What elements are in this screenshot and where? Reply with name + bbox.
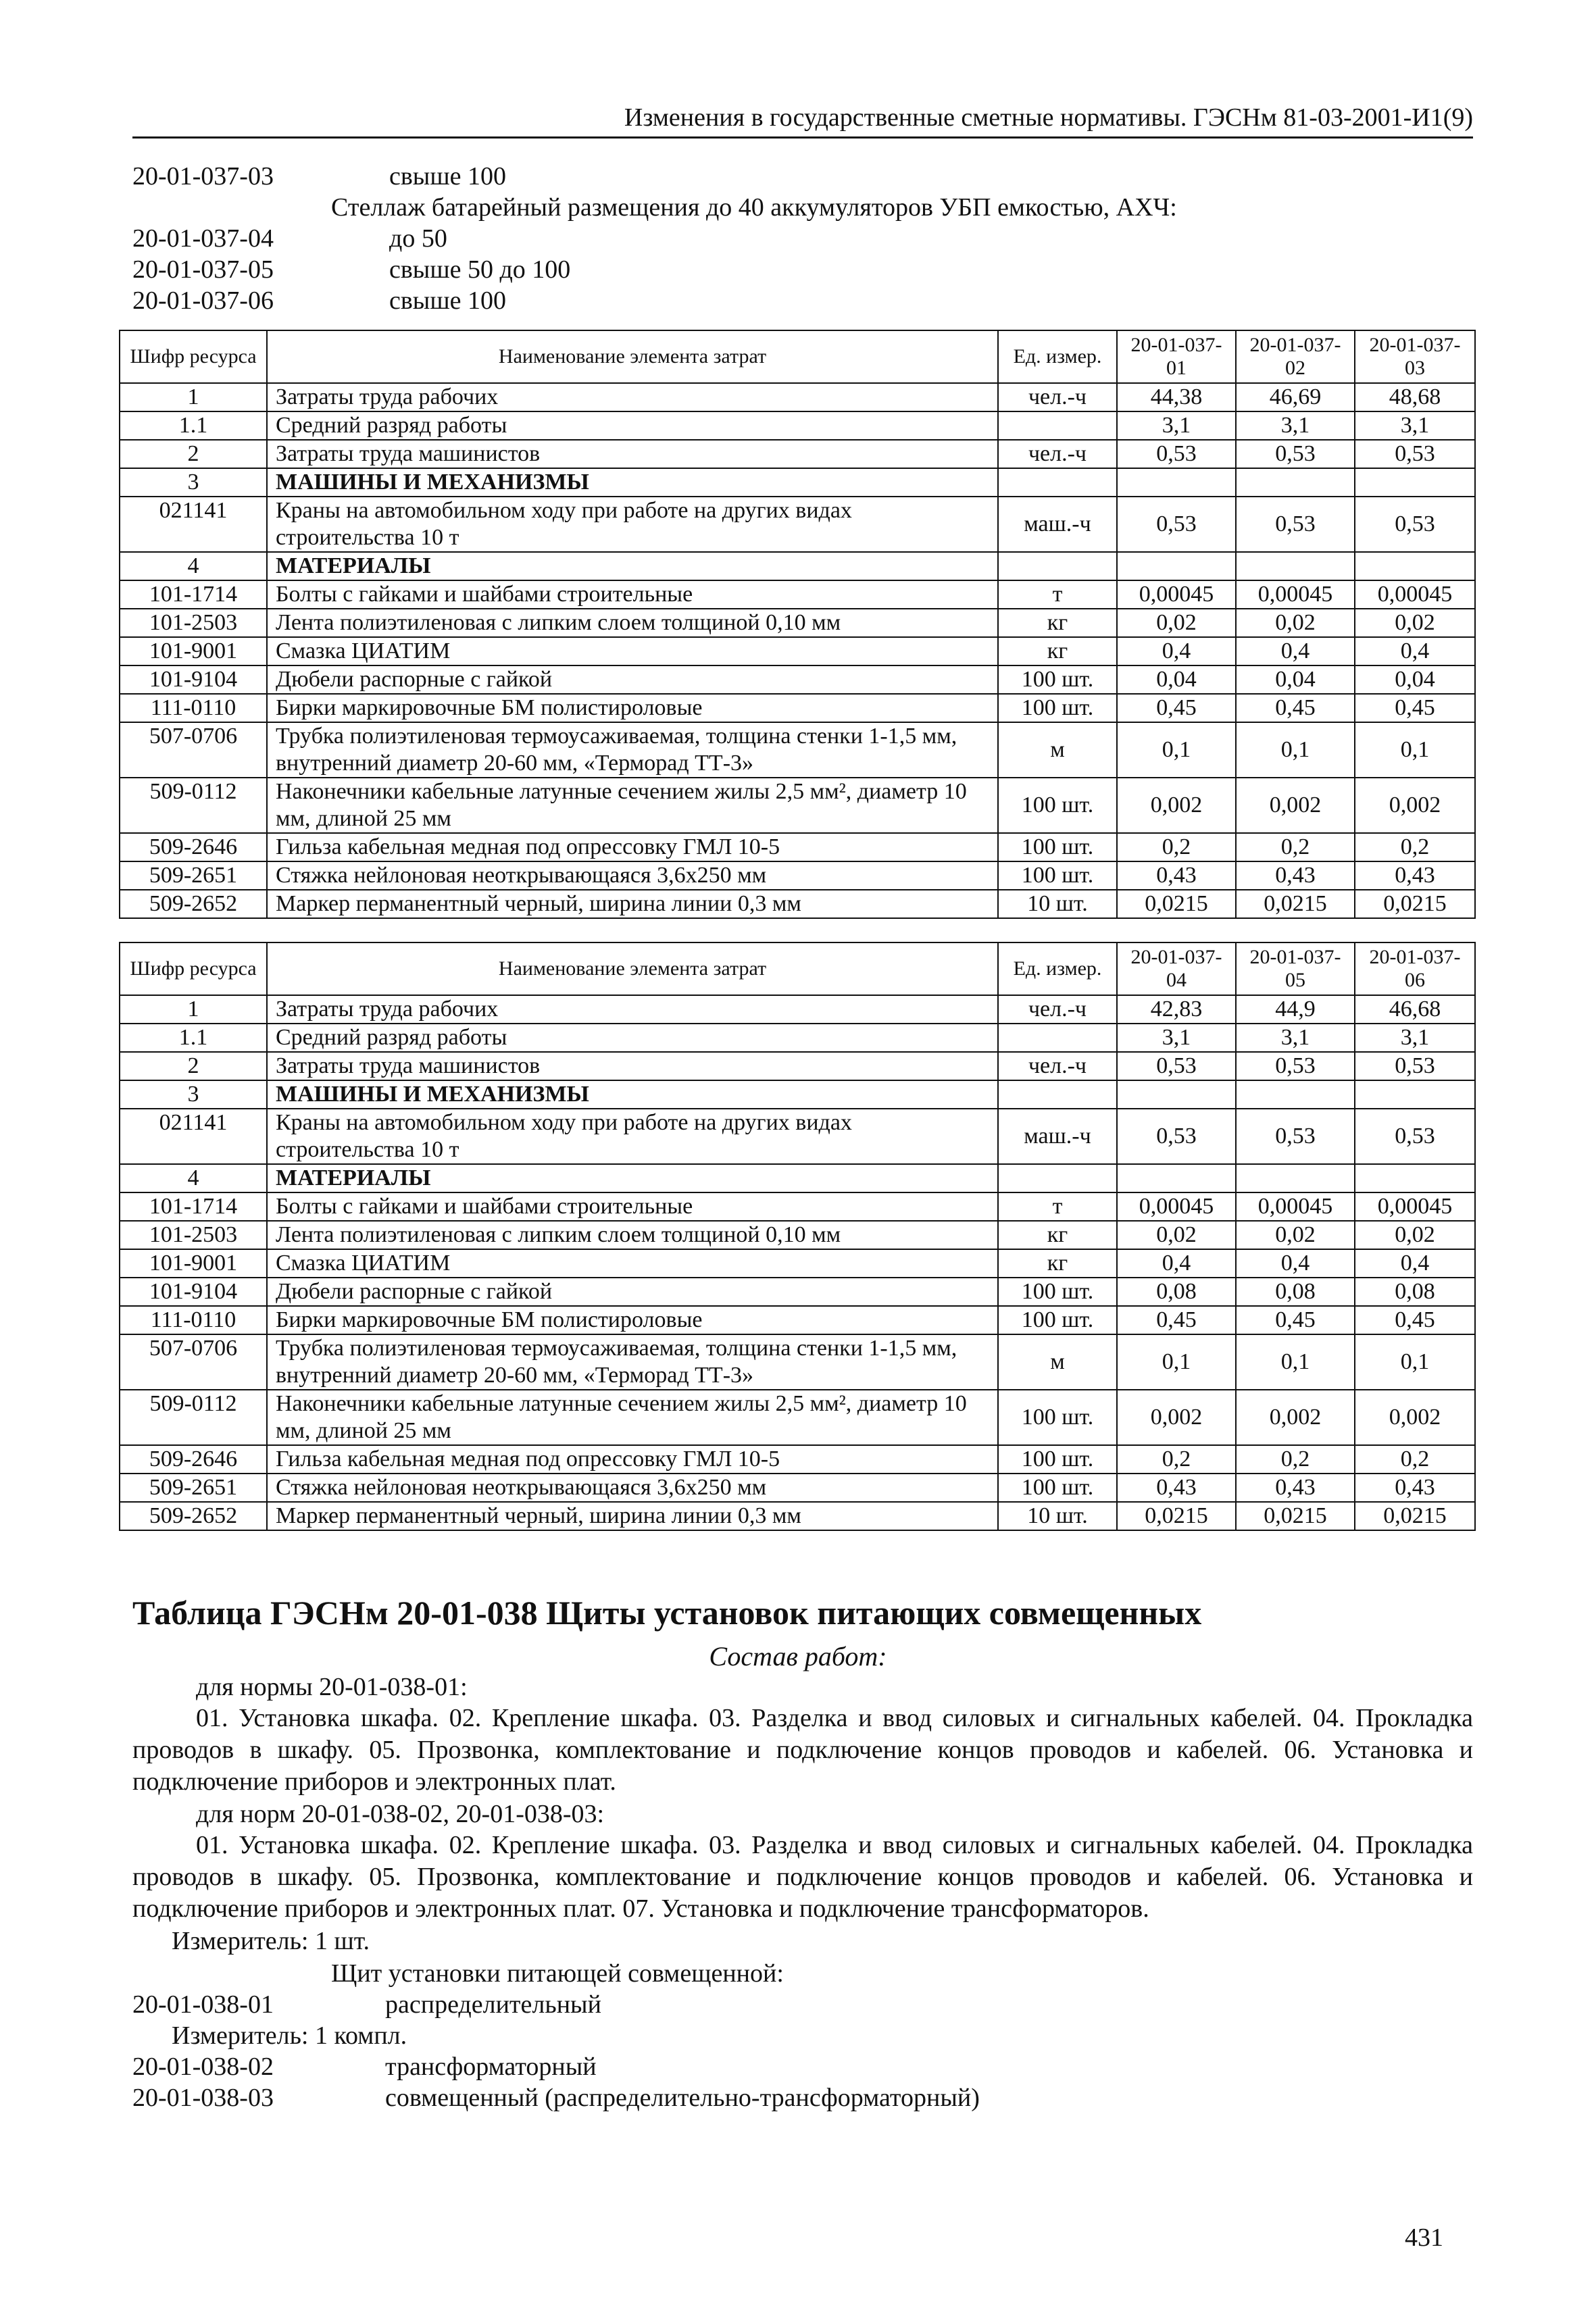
norm-value-1: 0,53: [1117, 1109, 1236, 1164]
col-header-name: Наименование элемента затрат: [267, 330, 998, 383]
cost-element-name: Наконечники кабельные латунные сечением жилы 2,5 мм², диаметр 10 мм, длиной 25 мм: [267, 778, 998, 833]
norm-value-1: 0,53: [1117, 497, 1236, 552]
norm-value-1: 0,53: [1117, 440, 1236, 468]
table-row: [120, 861, 1475, 890]
norm-value-1: 0,2: [1117, 833, 1236, 861]
col-header-norm-1: 20-01-037-04: [1117, 942, 1236, 995]
unit-of-measure: [998, 411, 1117, 440]
norm-value-2: 0,02: [1236, 609, 1355, 637]
norm-value-1: 0,43: [1117, 1474, 1236, 1502]
norm-value-1: 0,02: [1117, 609, 1236, 637]
cost-element-name: МАТЕРИАЛЫ: [267, 1164, 998, 1192]
norm-value-2: 0,45: [1236, 694, 1355, 722]
resource-code: 507-0706: [120, 722, 267, 778]
norm-code-038-02: 20-01-038-02: [132, 2053, 274, 2081]
norm-value-1: 42,83: [1117, 995, 1236, 1024]
norm-value-2: 0,08: [1236, 1278, 1355, 1306]
resource-code: 1.1: [120, 1024, 267, 1052]
norm-label: свыше 100: [389, 286, 506, 315]
norm-value-1: [1117, 468, 1236, 497]
table-row: [120, 1080, 1475, 1109]
norm-value-1: 0,002: [1117, 1390, 1236, 1445]
col-header-code: Шифр ресурса: [120, 942, 267, 995]
cost-element-name: Средний разряд работы: [267, 411, 998, 440]
norm-value-3: 0,2: [1355, 833, 1475, 861]
norm-code-038-01: 20-01-038-01: [132, 1990, 274, 2019]
col-header-norm-3: 20-01-037-06: [1355, 942, 1475, 995]
norm-value-3: [1355, 1164, 1475, 1192]
unit-of-measure: 100 шт.: [998, 1306, 1117, 1334]
norm-value-3: 3,1: [1355, 1024, 1475, 1052]
norm-value-3: 0,43: [1355, 861, 1475, 890]
norm-value-1: 0,002: [1117, 778, 1236, 833]
unit-of-measure: кг: [998, 1249, 1117, 1278]
code-line-037-03: [132, 161, 506, 192]
norm-value-3: 0,002: [1355, 1390, 1475, 1445]
norm-value-1: 0,02: [1117, 1221, 1236, 1249]
resource-code: 101-9104: [120, 665, 267, 694]
resource-code: 509-2651: [120, 1474, 267, 1502]
norm-value-3: 0,43: [1355, 1474, 1475, 1502]
unit-of-measure: 100 шт.: [998, 665, 1117, 694]
resource-code: 2: [120, 1052, 267, 1080]
col-header-unit: Ед. измер.: [998, 942, 1117, 995]
norm-value-3: 0,53: [1355, 497, 1475, 552]
table-row: [120, 1474, 1475, 1502]
unit-of-measure: кг: [998, 637, 1117, 665]
cost-element-name: Болты с гайками и шайбами строительные: [267, 580, 998, 609]
resource-code: 111-0110: [120, 1306, 267, 1334]
unit-of-measure: [998, 468, 1117, 497]
cost-element-name: МАШИНЫ И МЕХАНИЗМЫ: [267, 468, 998, 497]
measure-unit-1: Измеритель: 1 шт.: [172, 1927, 370, 1955]
table-row: [120, 995, 1475, 1024]
norm-label: свыше 100: [389, 162, 506, 191]
norm-value-3: [1355, 552, 1475, 580]
work-composition-1: 01. Установка шкафа. 02. Крепление шкафа. 03. Разделка и ввод силовых и сигнальных кабелей. 04. Прокладка проводов в шкафу. 05. Прозвонка, комплектование и подключение концов проводов и кабелей. 06. Установка и подключение приборов и электронных плат.: [132, 1704, 1473, 1796]
norm-value-3: 0,00045: [1355, 580, 1475, 609]
norm-value-1: 0,53: [1117, 1052, 1236, 1080]
resource-code: 4: [120, 1164, 267, 1192]
col-header-name: Наименование элемента затрат: [267, 942, 998, 995]
table-row: [120, 609, 1475, 637]
norm-label: свыше 50 до 100: [389, 255, 571, 284]
norm-table-037-04-06: [119, 942, 1476, 1531]
norm-value-3: 3,1: [1355, 411, 1475, 440]
norm-value-2: [1236, 468, 1355, 497]
table-header-row: [120, 330, 1475, 383]
table-row: [120, 890, 1475, 918]
unit-of-measure: 100 шт.: [998, 1474, 1117, 1502]
norm-label-038-03: совмещенный (распределительно-трансформаторный): [385, 2084, 980, 2112]
norm-value-2: 0,002: [1236, 1390, 1355, 1445]
cost-element-name: МАШИНЫ И МЕХАНИЗМЫ: [267, 1080, 998, 1109]
norm-value-2: 0,53: [1236, 1109, 1355, 1164]
norm-value-3: 46,68: [1355, 995, 1475, 1024]
unit-of-measure: 10 шт.: [998, 890, 1117, 918]
norm-value-2: 0,45: [1236, 1306, 1355, 1334]
unit-of-measure: т: [998, 1192, 1117, 1221]
cost-element-name: Затраты труда машинистов: [267, 1052, 998, 1080]
table-row: [120, 722, 1475, 778]
resource-code: 509-0112: [120, 778, 267, 833]
norm-value-2: 0,1: [1236, 722, 1355, 778]
norm-value-2: 0,04: [1236, 665, 1355, 694]
unit-of-measure: м: [998, 722, 1117, 778]
resource-code: 509-2651: [120, 861, 267, 890]
norm-value-2: 0,4: [1236, 637, 1355, 665]
norm-value-1: [1117, 1080, 1236, 1109]
cost-element-name: Средний разряд работы: [267, 1024, 998, 1052]
table-row: [120, 1306, 1475, 1334]
resource-code: 509-0112: [120, 1390, 267, 1445]
cost-element-name: Трубка полиэтиленовая термоусаживаемая, толщина стенки 1-1,5 мм, внутренний диаметр 20-60 мм, «Терморад ТТ-3»: [267, 722, 998, 778]
norm-value-3: 0,00045: [1355, 1192, 1475, 1221]
norm-code: 20-01-037-04: [132, 224, 274, 253]
norm-value-2: 3,1: [1236, 411, 1355, 440]
code-line-037-06: [132, 285, 506, 316]
norm-value-3: 0,2: [1355, 1445, 1475, 1474]
table-row: [120, 383, 1475, 411]
table-row: [120, 1221, 1475, 1249]
resource-code: 021141: [120, 1109, 267, 1164]
unit-of-measure: 100 шт.: [998, 694, 1117, 722]
for-norm-2: для норм 20-01-038-02, 20-01-038-03:: [196, 1800, 605, 1828]
resource-code: 1: [120, 995, 267, 1024]
unit-of-measure: [998, 552, 1117, 580]
table-row: [120, 440, 1475, 468]
cost-element-name: Стяжка нейлоновая неоткрывающаяся 3,6х250 мм: [267, 1474, 998, 1502]
table-row: [120, 1278, 1475, 1306]
norm-value-1: 0,2: [1117, 1445, 1236, 1474]
code-line-037-05: [132, 254, 570, 285]
table-row: [120, 411, 1475, 440]
norm-value-2: 0,2: [1236, 1445, 1355, 1474]
norm-value-2: 0,02: [1236, 1221, 1355, 1249]
resource-code: 101-2503: [120, 609, 267, 637]
table-body: [120, 995, 1475, 1530]
table-row: [120, 1164, 1475, 1192]
norm-value-3: 0,4: [1355, 637, 1475, 665]
table-body: [120, 383, 1475, 918]
norm-value-2: 0,0215: [1236, 1502, 1355, 1530]
unit-of-measure: маш.-ч: [998, 497, 1117, 552]
table-row: [120, 1502, 1475, 1530]
norm-value-1: 3,1: [1117, 1024, 1236, 1052]
unit-of-measure: 100 шт.: [998, 778, 1117, 833]
norm-value-3: 0,45: [1355, 694, 1475, 722]
unit-of-measure: чел.-ч: [998, 1052, 1117, 1080]
col-header-norm-2: 20-01-037-05: [1236, 942, 1355, 995]
unit-of-measure: 100 шт.: [998, 861, 1117, 890]
table-row: [120, 665, 1475, 694]
rack-title: Стеллаж батарейный размещения до 40 аккумуляторов УБП емкостью, АХЧ:: [331, 193, 1177, 222]
measure-unit-2: Измеритель: 1 компл.: [172, 2021, 407, 2050]
unit-of-measure: чел.-ч: [998, 440, 1117, 468]
norm-value-2: 46,69: [1236, 383, 1355, 411]
unit-of-measure: м: [998, 1334, 1117, 1390]
norm-value-3: 0,1: [1355, 1334, 1475, 1390]
norm-value-2: 0,4: [1236, 1249, 1355, 1278]
col-header-norm-3: 20-01-037-03: [1355, 330, 1475, 383]
table-row: [120, 833, 1475, 861]
table-row: [120, 468, 1475, 497]
norm-value-2: 0,0215: [1236, 890, 1355, 918]
unit-of-measure: [998, 1024, 1117, 1052]
resource-code: 021141: [120, 497, 267, 552]
norm-value-3: 0,4: [1355, 1249, 1475, 1278]
unit-of-measure: 100 шт.: [998, 1278, 1117, 1306]
table-row: [120, 1109, 1475, 1164]
norm-value-2: 0,53: [1236, 497, 1355, 552]
unit-of-measure: [998, 1080, 1117, 1109]
resource-code: 101-1714: [120, 580, 267, 609]
resource-code: 507-0706: [120, 1334, 267, 1390]
cost-element-name: Дюбели распорные с гайкой: [267, 1278, 998, 1306]
table-row: [120, 1192, 1475, 1221]
resource-code: 509-2646: [120, 833, 267, 861]
shield-title: Щит установки питающей совмещенной:: [331, 1959, 784, 1988]
table-row: [120, 1390, 1475, 1445]
unit-of-measure: 100 шт.: [998, 833, 1117, 861]
cost-element-name: Затраты труда рабочих: [267, 383, 998, 411]
table-row: [120, 1024, 1475, 1052]
cost-element-name: МАТЕРИАЛЫ: [267, 552, 998, 580]
norm-value-1: 0,1: [1117, 1334, 1236, 1390]
norm-value-3: 0,53: [1355, 440, 1475, 468]
cost-element-name: Краны на автомобильном ходу при работе на других видах строительства 10 т: [267, 497, 998, 552]
norm-value-2: 0,53: [1236, 440, 1355, 468]
cost-element-name: Смазка ЦИАТИМ: [267, 637, 998, 665]
norm-value-1: 0,45: [1117, 694, 1236, 722]
table-row: [120, 552, 1475, 580]
norm-value-3: 0,0215: [1355, 890, 1475, 918]
norm-value-2: 0,53: [1236, 1052, 1355, 1080]
cost-element-name: Бирки маркировочные БМ полистироловые: [267, 1306, 998, 1334]
norm-value-2: 3,1: [1236, 1024, 1355, 1052]
unit-of-measure: чел.-ч: [998, 995, 1117, 1024]
resource-code: 1.1: [120, 411, 267, 440]
norm-value-3: [1355, 1080, 1475, 1109]
resource-code: 509-2652: [120, 890, 267, 918]
unit-of-measure: [998, 1164, 1117, 1192]
norm-value-3: 0,45: [1355, 1306, 1475, 1334]
cost-element-name: Трубка полиэтиленовая термоусаживаемая, толщина стенки 1-1,5 мм, внутренний диаметр 20-60 мм, «Терморад ТТ-3»: [267, 1334, 998, 1390]
norm-value-1: 0,45: [1117, 1306, 1236, 1334]
unit-of-measure: 100 шт.: [998, 1390, 1117, 1445]
section-title: Таблица ГЭСНм 20-01-038 Щиты установок питающих совмещенных: [132, 1594, 1202, 1632]
norm-value-3: 0,1: [1355, 722, 1475, 778]
norm-code-038-03: 20-01-038-03: [132, 2084, 274, 2112]
table-row: [120, 1334, 1475, 1390]
norm-value-2: 0,00045: [1236, 1192, 1355, 1221]
table-row: [120, 1249, 1475, 1278]
table-header-row: [120, 942, 1475, 995]
table-row: [120, 778, 1475, 833]
norm-value-1: 0,08: [1117, 1278, 1236, 1306]
norm-value-1: 44,38: [1117, 383, 1236, 411]
resource-code: 111-0110: [120, 694, 267, 722]
resource-code: 4: [120, 552, 267, 580]
norm-value-3: 0,53: [1355, 1109, 1475, 1164]
unit-of-measure: т: [998, 580, 1117, 609]
norm-value-2: 0,43: [1236, 1474, 1355, 1502]
norm-value-1: 0,4: [1117, 637, 1236, 665]
norm-value-1: [1117, 1164, 1236, 1192]
table-row: [120, 497, 1475, 552]
norm-value-3: 0,02: [1355, 1221, 1475, 1249]
cost-element-name: Краны на автомобильном ходу при работе на других видах строительства 10 т: [267, 1109, 998, 1164]
cost-element-name: Дюбели распорные с гайкой: [267, 665, 998, 694]
table-row: [120, 694, 1475, 722]
norm-code: 20-01-037-03: [132, 162, 274, 191]
norm-value-2: [1236, 1164, 1355, 1192]
norm-value-1: [1117, 552, 1236, 580]
resource-code: 509-2652: [120, 1502, 267, 1530]
page-number: 431: [1405, 2223, 1443, 2252]
col-header-unit: Ед. измер.: [998, 330, 1117, 383]
norm-value-3: 0,002: [1355, 778, 1475, 833]
resource-code: 3: [120, 1080, 267, 1109]
resource-code: 2: [120, 440, 267, 468]
unit-of-measure: маш.-ч: [998, 1109, 1117, 1164]
cost-element-name: Лента полиэтиленовая с липким слоем толщиной 0,10 мм: [267, 1221, 998, 1249]
col-header-code: Шифр ресурса: [120, 330, 267, 383]
unit-of-measure: чел.-ч: [998, 383, 1117, 411]
work-composition-2: 01. Установка шкафа. 02. Крепление шкафа. 03. Разделка и ввод силовых и сигнальных кабелей. 04. Прокладка проводов в шкафу. 05. Прозвонка, комплектование и подключение концов проводов и кабелей. 06. Установка и подключение приборов и электронных плат. 07. Установка и подключение трансформаторов.: [132, 1831, 1473, 1923]
cost-element-name: Затраты труда рабочих: [267, 995, 998, 1024]
cost-element-name: Маркер перманентный черный, ширина линии 0,3 мм: [267, 890, 998, 918]
norm-label-038-01: распределительный: [385, 1990, 601, 2019]
norm-value-2: 0,00045: [1236, 580, 1355, 609]
resource-code: 1: [120, 383, 267, 411]
cost-element-name: Гильза кабельная медная под опрессовку ГМЛ 10-5: [267, 833, 998, 861]
norm-value-3: 0,08: [1355, 1278, 1475, 1306]
table-row: [120, 1052, 1475, 1080]
norm-value-1: 0,00045: [1117, 580, 1236, 609]
norm-value-1: 0,43: [1117, 861, 1236, 890]
cost-element-name: Стяжка нейлоновая неоткрывающаяся 3,6х250 мм: [267, 861, 998, 890]
resource-code: 509-2646: [120, 1445, 267, 1474]
resource-code: 101-9001: [120, 637, 267, 665]
norm-value-2: 0,2: [1236, 833, 1355, 861]
norm-code: 20-01-037-06: [132, 286, 274, 315]
norm-value-1: 3,1: [1117, 411, 1236, 440]
norm-value-3: 0,53: [1355, 1052, 1475, 1080]
cost-element-name: Болты с гайками и шайбами строительные: [267, 1192, 998, 1221]
for-norm-1: для нормы 20-01-038-01:: [196, 1673, 468, 1701]
norm-table-037-01-03: [119, 330, 1476, 919]
cost-element-name: Бирки маркировочные БМ полистироловые: [267, 694, 998, 722]
cost-element-name: Лента полиэтиленовая с липким слоем толщиной 0,10 мм: [267, 609, 998, 637]
table-row: [120, 1445, 1475, 1474]
norm-value-3: 0,0215: [1355, 1502, 1475, 1530]
cost-element-name: Затраты труда машинистов: [267, 440, 998, 468]
resource-code: 101-1714: [120, 1192, 267, 1221]
col-header-norm-2: 20-01-037-02: [1236, 330, 1355, 383]
cost-element-name: Наконечники кабельные латунные сечением жилы 2,5 мм², диаметр 10 мм, длиной 25 мм: [267, 1390, 998, 1445]
cost-element-name: Гильза кабельная медная под опрессовку ГМЛ 10-5: [267, 1445, 998, 1474]
norm-value-3: [1355, 468, 1475, 497]
norm-label: до 50: [389, 224, 447, 253]
table-row: [120, 580, 1475, 609]
code-line-037-04: [132, 223, 447, 254]
norm-value-2: 0,43: [1236, 861, 1355, 890]
norm-value-2: [1236, 1080, 1355, 1109]
composition-heading: Состав работ:: [709, 1641, 887, 1671]
unit-of-measure: кг: [998, 609, 1117, 637]
resource-code: 101-9001: [120, 1249, 267, 1278]
norm-value-2: [1236, 552, 1355, 580]
unit-of-measure: кг: [998, 1221, 1117, 1249]
resource-code: 101-2503: [120, 1221, 267, 1249]
norm-value-1: 0,0215: [1117, 1502, 1236, 1530]
norm-value-3: 0,04: [1355, 665, 1475, 694]
norm-value-1: 0,1: [1117, 722, 1236, 778]
norm-label-038-02: трансформаторный: [385, 2053, 597, 2081]
norm-value-3: 48,68: [1355, 383, 1475, 411]
cost-element-name: Смазка ЦИАТИМ: [267, 1249, 998, 1278]
col-header-norm-1: 20-01-037-01: [1117, 330, 1236, 383]
resource-code: 3: [120, 468, 267, 497]
norm-value-2: 44,9: [1236, 995, 1355, 1024]
unit-of-measure: 100 шт.: [998, 1445, 1117, 1474]
cost-element-name: Маркер перманентный черный, ширина линии 0,3 мм: [267, 1502, 998, 1530]
norm-code: 20-01-037-05: [132, 255, 274, 284]
norm-value-3: 0,02: [1355, 609, 1475, 637]
norm-value-1: 0,4: [1117, 1249, 1236, 1278]
resource-code: 101-9104: [120, 1278, 267, 1306]
norm-value-1: 0,00045: [1117, 1192, 1236, 1221]
norm-value-1: 0,04: [1117, 665, 1236, 694]
norm-value-2: 0,002: [1236, 778, 1355, 833]
norm-value-1: 0,0215: [1117, 890, 1236, 918]
running-header: Изменения в государственные сметные нормативы. ГЭСНм 81-03-2001-И1(9): [132, 101, 1473, 139]
norm-value-2: 0,1: [1236, 1334, 1355, 1390]
unit-of-measure: 10 шт.: [998, 1502, 1117, 1530]
table-row: [120, 637, 1475, 665]
